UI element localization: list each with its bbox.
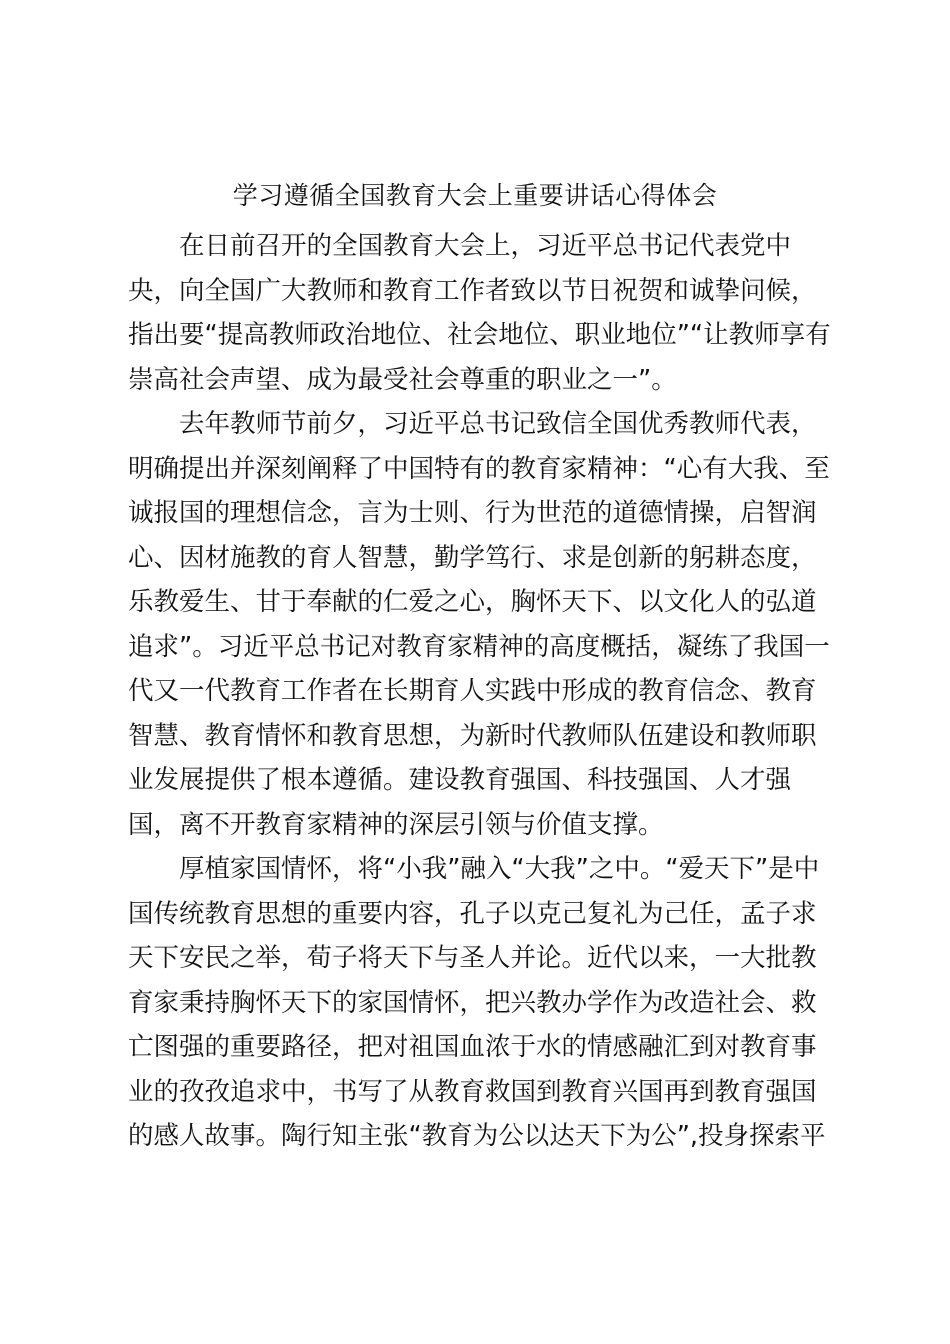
text-line: 业的孜孜追求中，书写了从教育救国到教育兴国再到教育强国 <box>128 1076 817 1107</box>
paragraph-3 <box>128 847 838 1159</box>
text-line: 国，离不开教育家精神的深层引领与价值支撑。 <box>128 809 664 840</box>
text-line: 去年教师节前夕，习近平总书记致信全国优秀教师代表， <box>179 409 817 439</box>
text-line: 追求”。习近平总书记对教育家精神的高度概括，凝练了我国一 <box>128 631 830 662</box>
text-line: 诚报国的理想信念，言为士则、行为世范的道德情操，启智润 <box>128 498 817 528</box>
text-line: 智慧、教育情怀和教育思想，为新时代教师队伍建设和教师职 <box>128 720 817 751</box>
paragraph-1 <box>128 224 838 402</box>
text-line: 明确提出并深刻阐释了中国特有的教育家精神：“心有大我、至 <box>128 453 830 484</box>
text-line: 指出要“提高教师政治地位、社会地位、职业地位”“让教师享有 <box>128 320 831 350</box>
text-line: 心、因材施教的育人智慧，勤学笃行、求是创新的躬耕态度， <box>128 542 817 573</box>
text-line: 代又一代教育工作者在长期育人实践中形成的教育信念、教育 <box>128 676 817 706</box>
document-body <box>128 224 838 1159</box>
text-line: 厚植家国情怀，将“小我”融入“大我”之中。“爱天下”是中 <box>179 854 820 884</box>
text-line: 央，向全国广大教师和教育工作者致以节日祝贺和诚挚问候， <box>128 275 817 306</box>
text-line: 天下安民之举，荀子将天下与圣人并论。近代以来，一大批教 <box>128 943 817 973</box>
document-title: 学习遵循全国教育大会上重要讲话心得体会 <box>232 181 718 210</box>
text-line: 乐教爱生、甘于奉献的仁爱之心，胸怀天下、以文化人的弘道 <box>128 587 817 617</box>
paragraph-2 <box>128 402 838 847</box>
text-line: 崇高社会声望、成为最受社会尊重的职业之一”。 <box>128 364 677 395</box>
text-line: 的感人故事。陶行知主张“教育为公以达天下为公”,投身探索平 <box>128 1121 826 1151</box>
text-line: 在日前召开的全国教育大会上，习近平总书记代表党中 <box>179 231 792 261</box>
text-line: 亡图强的重要路径，把对祖国血浓于水的情感融汇到对教育事 <box>128 1032 817 1062</box>
text-line: 业发展提供了根本遵循。建设教育强国、科技强国、人才强 <box>128 765 792 795</box>
text-line: 育家秉持胸怀天下的家国情怀，把兴教办学作为改造社会、救 <box>128 987 817 1018</box>
text-line: 国传统教育思想的重要内容，孔子以克己复礼为己任，孟子求 <box>128 898 817 929</box>
